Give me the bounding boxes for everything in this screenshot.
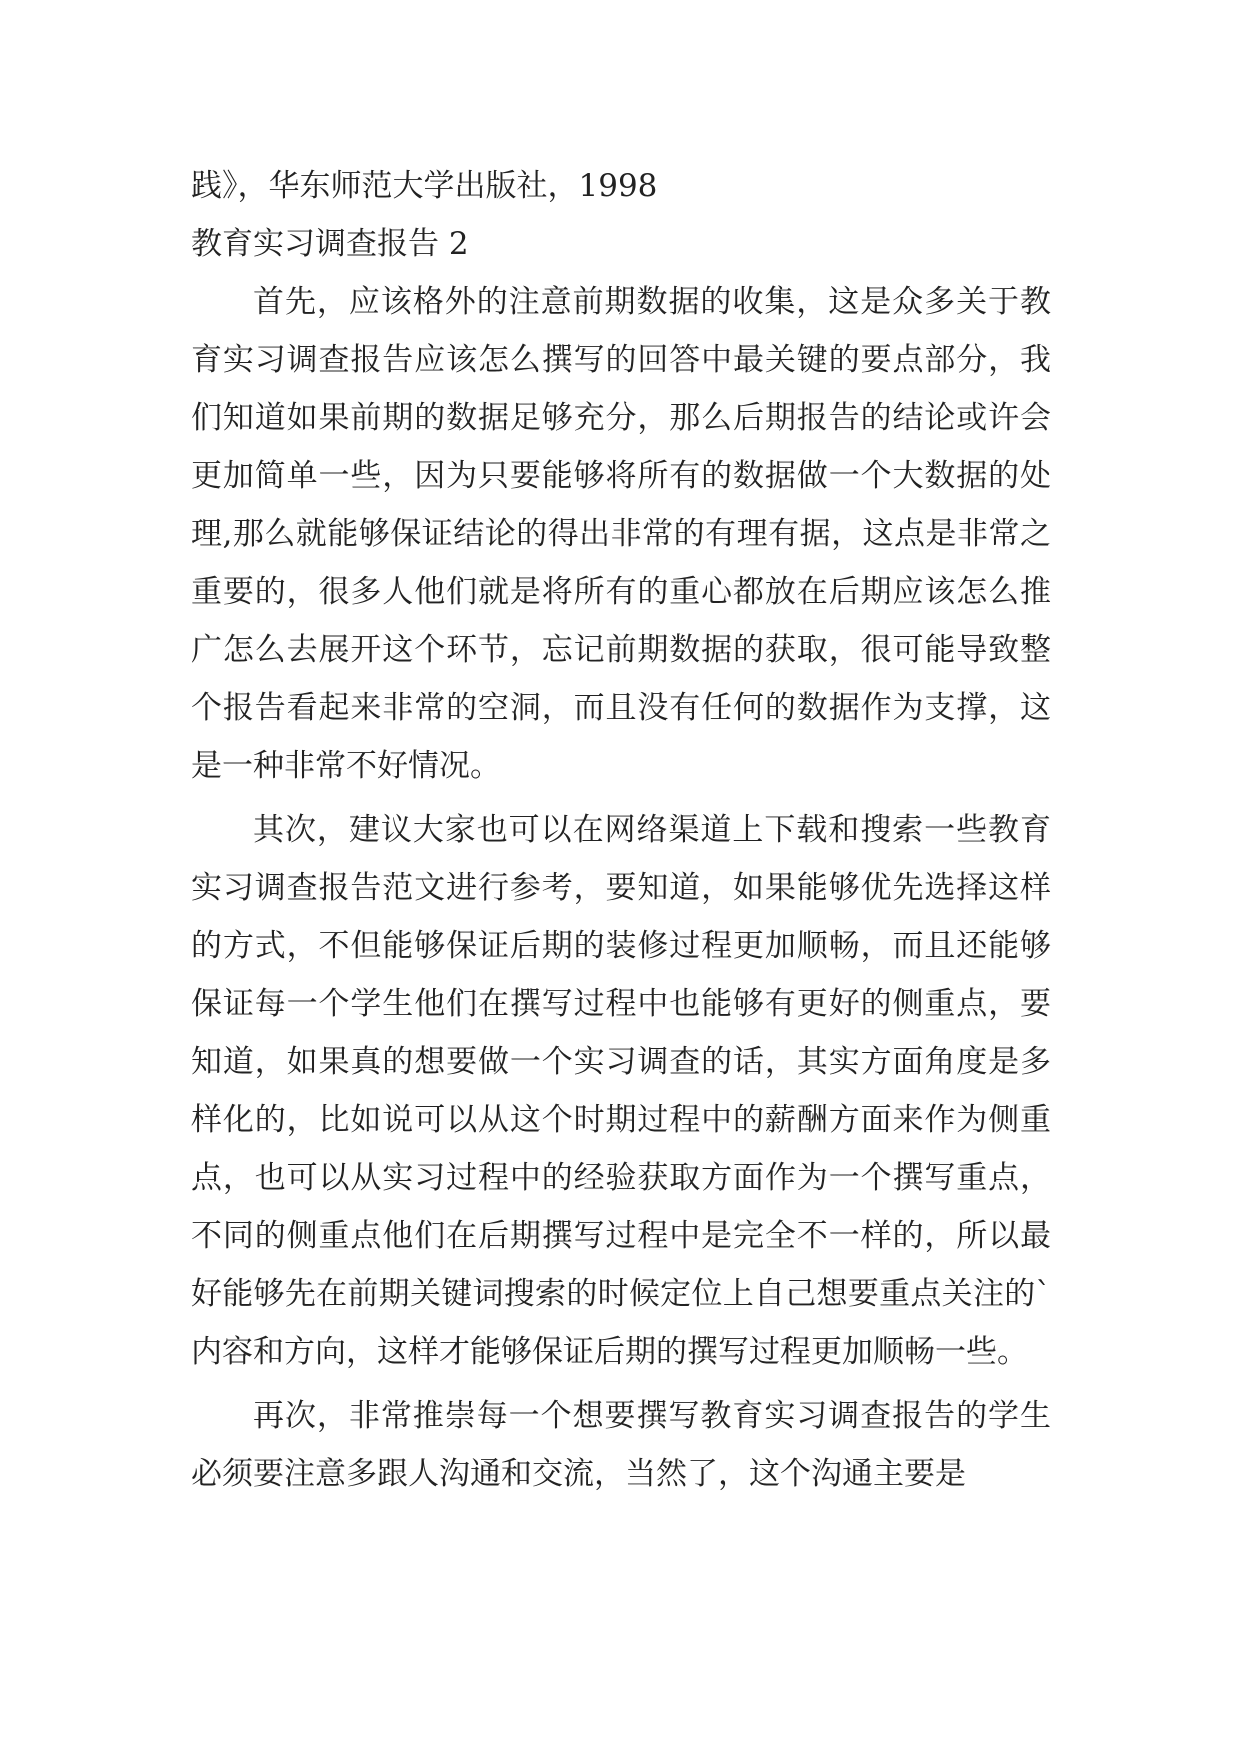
paragraph-second: 其次，建议大家也可以在网络渠道上下载和搜索一些教育实习调查报告范文进行参考，要知道，如果能够优先选择这样的方式，不但能够保证后期的装修过程更加顺畅，而且还能够保证每一个学生他们在撰写过程中也能够有更好的侧重点，要知道，如果真的想要做一个实习调查的话，其实方面角度是多样化的，比如说可以从这个时期过程中的薪酬方面来作为侧重点，也可以从实习过程中的经验获取方面作为一个撰写重点，不同的侧重点他们在后期撰写过程中是完全不一样的，所以最好能够先在前期关键词搜索的时候定位上自己想要重点关注的`内容和方向，这样才能够保证后期的撰写过程更加顺畅一些。 [191, 812, 1051, 1370]
section-title: 教育实习调查报告 2 [191, 226, 469, 262]
paragraph-first: 首先，应该格外的注意前期数据的收集，这是众多关于教育实习调查报告应该怎么撰写的回答中最关键的要点部分，我们知道如果前期的数据足够充分，那么后期报告的结论或许会更加简单一些，因为只要能够将所有的数据做一个大数据的处理,那么就能够保证结论的得出非常的有理有据，这点是非常之重要的，很多人他们就是将所有的重心都放在后期应该怎么推广怎么去展开这个环节，忘记前期数据的获取，很可能导致整个报告看起来非常的空洞，而且没有任何的数据作为支撑，这是一种非常不好情况。 [191, 284, 1051, 784]
reference-continuation-line: 践》，华东师范大学出版社，1998 [191, 168, 658, 204]
paragraph-third: 再次，非常推崇每一个想要撰写教育实习调查报告的学生必须要注意多跟人沟通和交流，当然了，这个沟通主要是 [191, 1398, 1051, 1492]
document-body [191, 157, 1051, 1503]
